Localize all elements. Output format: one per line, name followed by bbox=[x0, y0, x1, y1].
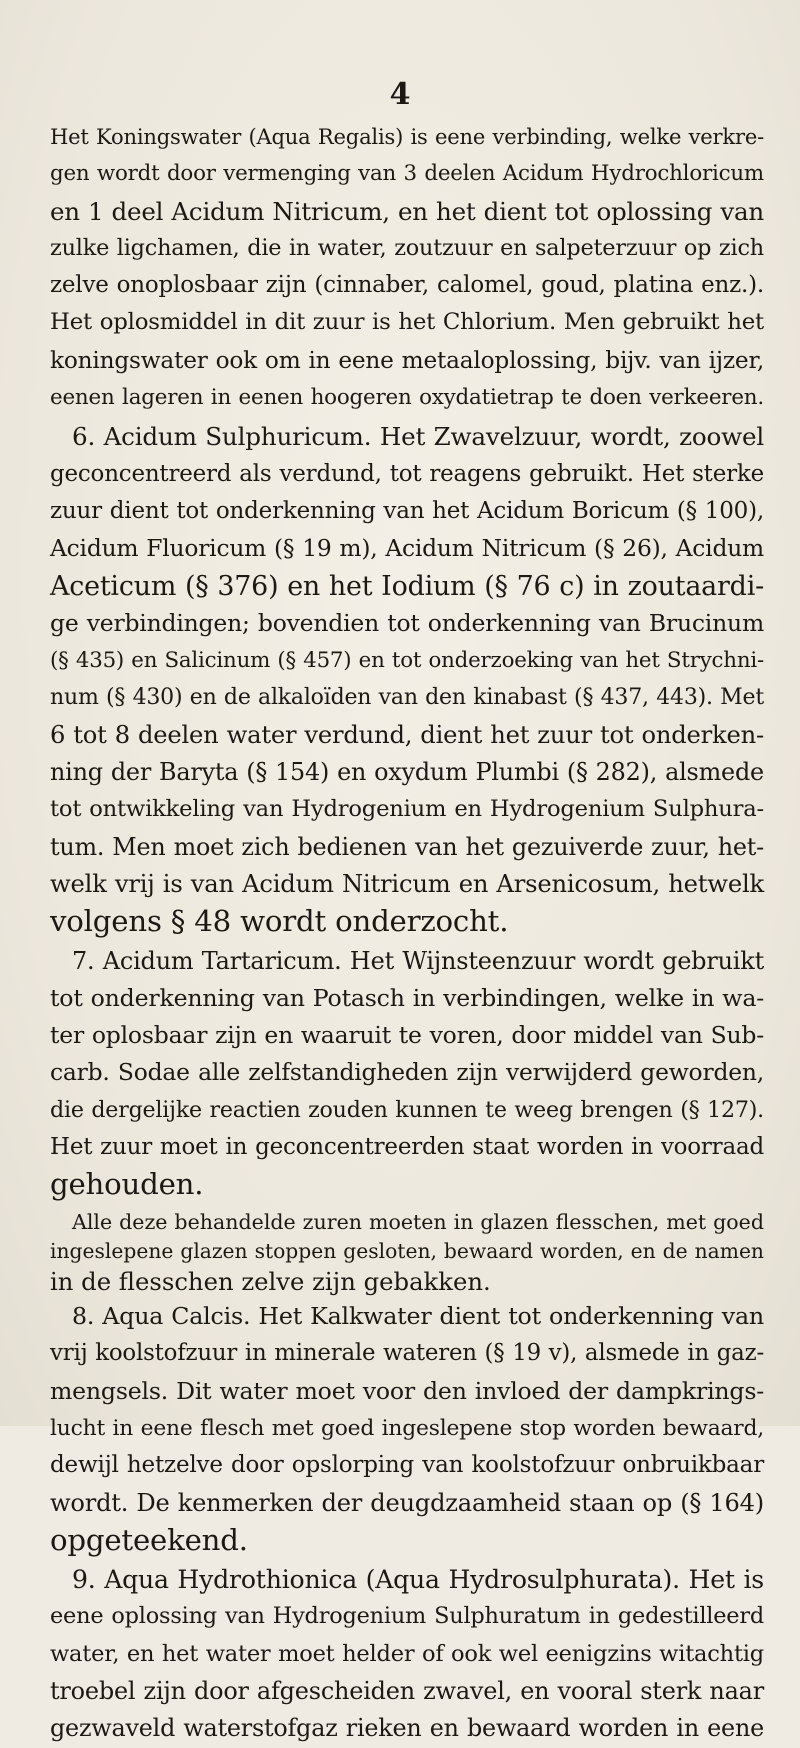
text-line: ning der Baryta (§ 154) en oxydum Plumbi (§ 282), alsmede bbox=[50, 758, 764, 787]
text-line: zelve onoplosbaar zijn (cinnaber, calomel, goud, platina enz.). bbox=[50, 272, 764, 299]
text-line: vrij koolstofzuur in minerale wateren (§ 19 v), alsmede in gaz- bbox=[50, 1340, 764, 1367]
text-line: in de flesschen zelve zijn gebakken. bbox=[50, 1266, 491, 1296]
text-line: Het Koningswater (Aqua Regalis) is eene verbinding, welke verkre- bbox=[50, 124, 764, 149]
text-line: carb. Sodae alle zelfstandigheden zijn verwijderd geworden, bbox=[50, 1058, 764, 1087]
text-line: zulke ligchamen, die in water, zoutzuur en salpeterzuur op zich bbox=[50, 234, 764, 261]
page-number: 4 bbox=[389, 77, 411, 112]
text-line: tot ontwikkeling van Hydrogenium en Hydrogenium Sulphura- bbox=[50, 796, 764, 823]
text-line: 6. Acidum Sulphuricum. Het Zwavelzuur, wordt, zoowel bbox=[72, 422, 764, 452]
text-line: (§ 435) en Salicinum (§ 457) en tot onderzoeking van het Strychni- bbox=[50, 648, 764, 674]
text-line: ingeslepene glazen stoppen gesloten, bewaard worden, en de namen bbox=[50, 1239, 764, 1264]
text-line: en 1 deel Acidum Nitricum, en het dient tot oplossing van bbox=[50, 196, 764, 226]
text-line: welk vrij is van Acidum Nitricum en Arsenicosum, hetwelk bbox=[50, 869, 764, 898]
text-line: 6 tot 8 deelen water verdund, dient het zuur tot onderken- bbox=[50, 720, 764, 749]
text-line: Het oplosmiddel in dit zuur is het Chlorium. Men gebruikt het bbox=[50, 309, 764, 336]
text-line: koningswater ook om in eene metaaloplossing, bijv. van ijzer, bbox=[50, 346, 764, 374]
text-line: dewijl hetzelve door opslorping van koolstofzuur onbruikbaar bbox=[50, 1452, 764, 1479]
text-line: Alle deze behandelde zuren moeten in glazen flesschen, met goed bbox=[72, 1209, 764, 1234]
text-line: tot onderkenning van Potasch in verbindingen, welke in wa- bbox=[50, 983, 764, 1012]
text-line: ge verbindingen; bovendien tot onderkenning van Brucinum bbox=[50, 608, 764, 637]
text-line: Acidum Fluoricum (§ 19 m), Acidum Nitricum (§ 26), Acidum bbox=[50, 534, 764, 563]
text-line: tum. Men moet zich bedienen van het gezuiverde zuur, het- bbox=[50, 832, 764, 861]
text-line: gehouden. bbox=[50, 1167, 204, 1202]
text-line: Het zuur moet in geconcentreerden staat worden in voorraad bbox=[50, 1134, 764, 1161]
text-line: geconcentreerd als verdund, tot reagens gebruikt. Het sterke bbox=[50, 460, 764, 487]
text-line: Aceticum (§ 376) en het Iodium (§ 76 c) in zoutaardi- bbox=[50, 570, 764, 602]
text-line: troebel zijn door afgescheiden zwavel, en vooral sterk naar bbox=[50, 1677, 764, 1706]
text-line: lucht in eene flesch met goed ingeslepene stop worden bewaard, bbox=[50, 1416, 764, 1441]
text-line: eene oplossing van Hydrogenium Sulphuratum in gedestilleerd bbox=[50, 1603, 764, 1630]
text-line: water, en het water moet helder of ook wel eenigzins witachtig bbox=[50, 1640, 764, 1667]
text-line: wordt. De kenmerken der deugdzaamheid staan op (§ 164) bbox=[50, 1488, 764, 1517]
text-line: zuur dient tot onderkenning van het Acidum Boricum (§ 100), bbox=[50, 497, 764, 524]
text-line: gezwaveld waterstofgaz rieken en bewaard worden in eene bbox=[50, 1714, 764, 1743]
text-line: 7. Acidum Tartaricum. Het Wijnsteenzuur wordt gebruikt bbox=[72, 946, 764, 975]
text-line: ter oplosbaar zijn en waaruit te voren, door middel van Sub- bbox=[50, 1021, 764, 1050]
body-text bbox=[50, 118, 764, 1748]
text-line: opgeteekend. bbox=[50, 1522, 248, 1557]
text-line: 8. Aqua Calcis. Het Kalkwater dient tot onderkenning van bbox=[72, 1302, 764, 1331]
text-line: 9. Aqua Hydrothionica (Aqua Hydrosulphurata). Het is bbox=[72, 1565, 764, 1595]
text-line: volgens § 48 wordt onderzocht. bbox=[50, 904, 509, 939]
text-line: mengsels. Dit water moet voor den invloed der dampkrings- bbox=[50, 1376, 764, 1405]
text-line: die dergelijke reactien zouden kunnen te weeg brengen (§ 127). bbox=[50, 1096, 764, 1123]
text-line: num (§ 430) en de alkaloïden van den kinabast (§ 437, 443). Met bbox=[50, 685, 764, 711]
text-line: eenen lageren in eenen hoogeren oxydatietrap te doen verkeeren. bbox=[50, 385, 764, 411]
text-line: gen wordt door vermenging van 3 deelen Acidum Hydrochloricum bbox=[50, 161, 764, 187]
